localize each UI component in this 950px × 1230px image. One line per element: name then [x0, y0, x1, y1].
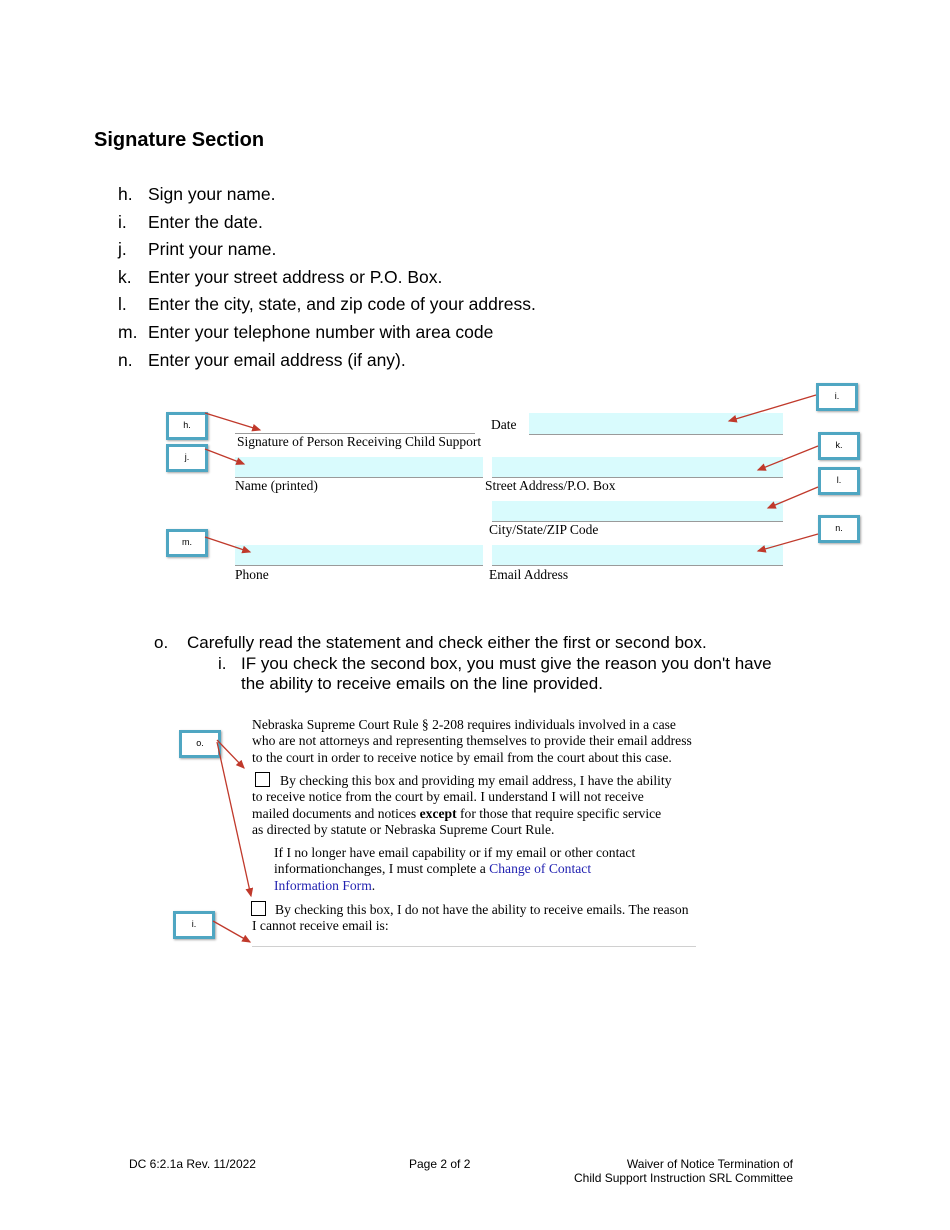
callout-l: l. [818, 467, 860, 495]
footer-title: Waiver of Notice Termination of Child Support Instruction SRL Committee [574, 1157, 793, 1185]
rule-intro: Nebraska Supreme Court Rule § 2-208 requires individuals involved in a case who are not attorneys and representing themselves to provide their email address to the court in order to receive notice by email from the court about this case. [252, 717, 692, 765]
arrow-i-reason [213, 921, 250, 942]
arrow-l [768, 487, 818, 508]
arrow-k [758, 446, 818, 470]
arrow-n [758, 534, 818, 551]
arrow-j [205, 449, 244, 464]
arrow-h [205, 413, 260, 430]
arrow-m [205, 537, 250, 552]
arrow-i [729, 395, 816, 421]
signature-label: Signature of Person Receiving Child Support [237, 434, 482, 449]
footer-form-id: DC 6:2.1a Rev. 11/2022 [129, 1157, 256, 1171]
callout-m: m. [166, 529, 208, 557]
city-label: City/State/ZIP Code [489, 522, 599, 537]
instruction-o: o. Carefully read the statement and check either the first or second box. i. IF you check the second box, you must give the reason you don't have the ability to receive emails on the line provided. [154, 633, 772, 693]
information-form-link[interactable]: Information Form [274, 877, 372, 893]
date-label: Date [491, 417, 517, 432]
callout-k: k. [818, 432, 860, 460]
step-j: j. Print your name. [118, 239, 277, 260]
callout-h: h. [166, 412, 208, 440]
callout-n: n. [818, 515, 860, 543]
street-label: Street Address/P.O. Box [485, 478, 616, 493]
footer-page-number: Page 2 of 2 [409, 1157, 471, 1171]
step-h: h. Sign your name. [118, 184, 276, 204]
section-heading: Signature Section [94, 129, 265, 151]
callout-o: o. [179, 730, 221, 758]
step-i: i. Enter the date. [118, 211, 263, 232]
email-checkbox-statement: By checking this box and providing my email address, I have the ability to receive notice from the court by email. I understand I will not receive mailed documents and notices except for those that require specific service as directed by statute or Nebraska Supreme Court Rule. [252, 773, 672, 837]
step-n: n. Enter your email address (if any). [118, 349, 406, 370]
callout-i-reason: i. [173, 911, 215, 939]
step-l: l. Enter the city, state, and zip code of your address. [118, 294, 536, 315]
arrow-o-second [217, 742, 251, 896]
email-label: Email Address [489, 567, 569, 582]
arrow-o-first [217, 740, 244, 768]
step-k: k. Enter your street address or P.O. Box. [118, 266, 443, 287]
step-m: m. Enter your telephone number with area code [118, 321, 494, 342]
no-email-statement: By checking this box, I do not have the ability to receive emails. The reason I cannot receive email is: [252, 902, 689, 934]
change-of-contact-link[interactable]: Change of Contact [489, 861, 592, 877]
phone-label: Phone [235, 567, 269, 582]
callout-j: j. [166, 444, 208, 472]
contact-change-note: If I no longer have email capability or if my email or other contact informationchanges, I must complete a Change of Contact Information Form. [274, 845, 636, 893]
callout-i: i. [816, 383, 858, 411]
name-label: Name (printed) [235, 478, 318, 493]
